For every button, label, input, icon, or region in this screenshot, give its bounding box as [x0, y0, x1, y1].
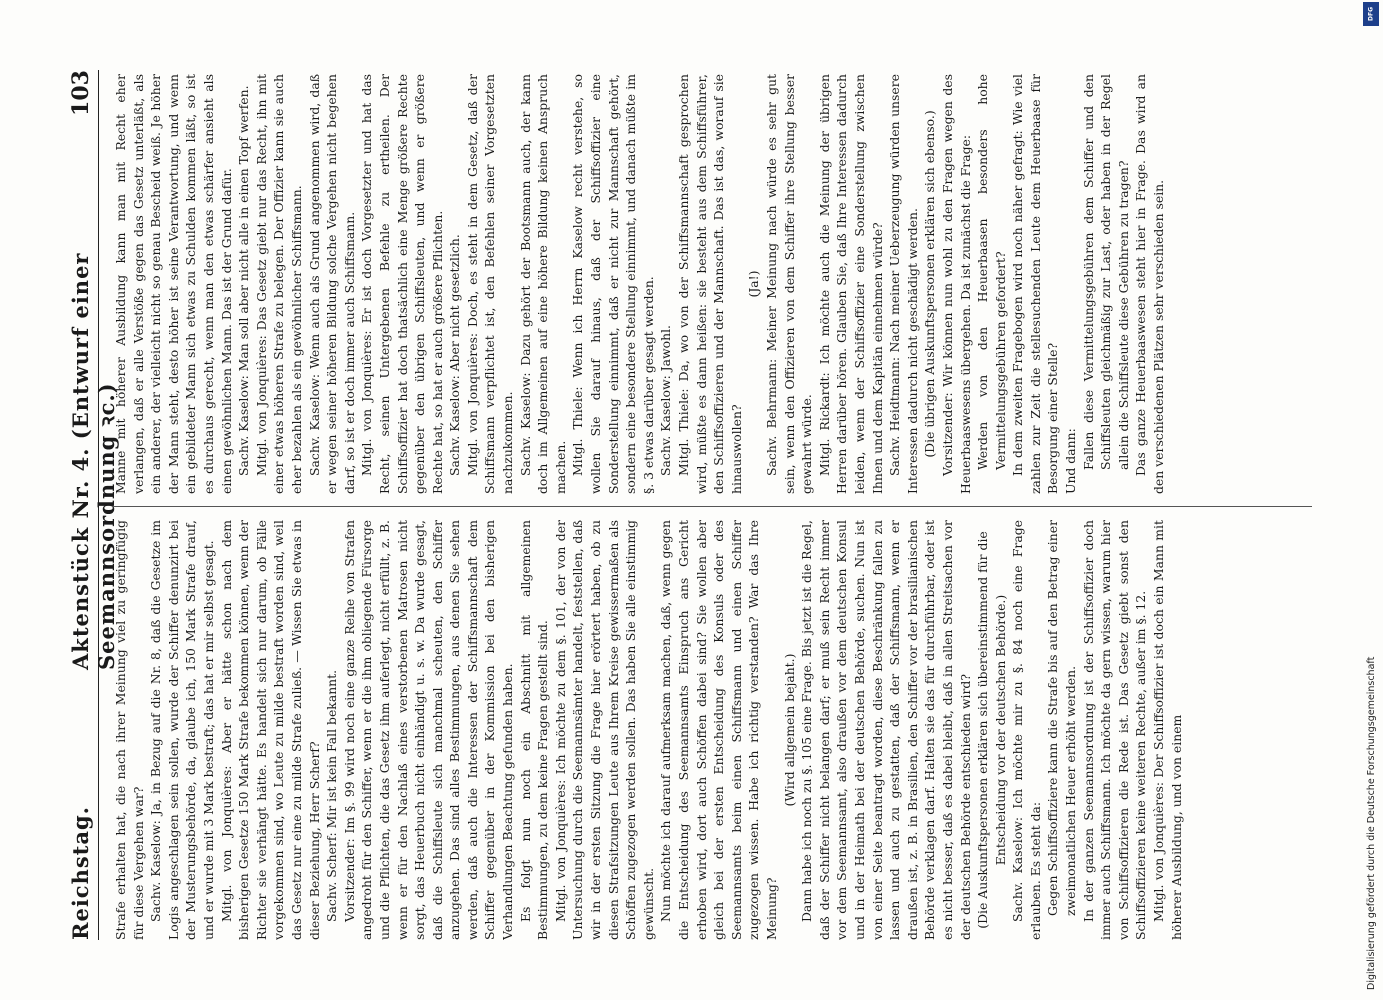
paragraph: (Wird allgemein bejaht.) — [781, 653, 797, 807]
paragraph: Sachv. Kaselow: Man soll aber nicht alle in einen Topf werfen. — [236, 85, 252, 476]
paragraph: Sachv. Scherf: Mir ist kein Fall bekannt. — [324, 669, 340, 922]
paragraph: Sachv. Kaselow: Ich möchte mir zu §. 84 noch eine Frage erlauben. Es steht da: — [1010, 520, 1043, 940]
paragraph: Vorsitzender: Wir können nun wohl zu den Fragen wegen des Heuerbaaswesens übergehen. Da ist zunächst die Frage: — [939, 74, 973, 494]
paragraph: Manne mit höherer Ausbildung kann man mit Recht eher verlangen, daß er alle Verstöße gegen das Gesetz unterläßt, als ein anderer, der vielleicht nicht so genau Bescheid weiß. Je höher der Mann steht, desto höher ist seine Verantwortung, und wenn ein gebildeter Mann sich etwas zu Schulden kommen läßt, so ist es durchaus gerecht, wenn man den etwas schärfer ansieht als einen gewöhnlichen Mann. Das ist der Grund dafür. — [113, 74, 234, 494]
paragraph: Und dann: — [1063, 428, 1079, 494]
paragraph: Mitgl. Thiele: Da, wo von der Schiffsmannschaft gesprochen wird, müßte es dann heißen: sie besteht aus dem Schiffsführer, den Schiffsoffizieren und der Mannschaft. Das ist das, worauf sie hinauswollen? — [676, 74, 744, 494]
paragraph: (Die übrigen Auskunftspersonen erklären sich ebenso.) — [922, 110, 938, 458]
paragraph: In dem zweiten Fragebogen wird noch näher gefragt: Wie viel zahlen zur Zeit die stellesuchenden Leute dem Heuerbaase für Besorgung einer Stelle? — [1010, 74, 1061, 494]
running-header — [64, 70, 119, 940]
digitization-credit: Digitalisierung gefördert durch die Deutsche Forschungsgemeinschaft — [1366, 656, 1377, 990]
text-column-right — [112, 74, 1312, 494]
paragraph: Sachv. Kaselow: Aber nicht gesetzlich. — [447, 234, 463, 476]
paragraph: Dann habe ich noch zu §. 105 eine Frage. Bis jetzt ist die Regel, daß der Schiffer nicht belangen darf; er muß sein Recht immer vor dem Seemannsamt, also draußen vor dem deutschen Konsul und in der Heimath bei der deutschen Behörde, suchen. Nun ist von einer Seite beantragt worden, diese Beschränkung fallen zu lassen und auch zu gestatten, daß der Schiffsmann, wenn er draußen ist, z. B. in Brasilien, den Schiffer vor der brasilianischen Behörde verklagen darf. Halten sie das für durchführbar, oder ist es nicht besser, daß es dabei bleibt, daß in allen Streitsachen vor der deutschen Behörde entschieden wird? — [799, 520, 973, 940]
column-divider — [112, 506, 1312, 507]
paragraph: Sachv. Kaselow: Wenn auch als Grund angenommen wird, daß er wegen seiner höheren Bildung solche Vergehen nicht begehen darf, so ist er doch immer auch Schiffsmann. — [306, 74, 357, 494]
paragraph: Mitgl. von Jonquières: Das Gesetz giebt nur das Recht, ihn mit einer etwas höheren Strafe zu belegen. Der Offizier kann sie auch eher bezahlen als ein gewöhnlicher Schiffsmann. — [253, 74, 304, 494]
header-title: Aktenstück Nr. 4. (Entwurf einer Seemannsordnung ꝛc.) — [68, 252, 119, 670]
paragraph: Sachv. Kaselow: Dazu gehört der Bootsmann auch, der kann doch im Allgemeinen auf eine höhere Bildung keinen Anspruch machen. — [517, 74, 568, 494]
paragraph: In der ganzen Seemannsordnung ist der Schiffsoffizier doch immer auch Schiffsmann. Ich möchte da gern wissen, warum hier von Schiffsoffizieren die Rede ist. Das Gesetz giebt sonst den Schiffsoffizieren keine weiteren Rechte, außer im §. 12. — [1080, 520, 1149, 940]
paragraph: Mitgl. von Jonquières: Doch, es steht in dem Gesetz, daß der Schiffsmann verpflichtet ist, den Befehlen seiner Vorgesetzten nachzukommen. — [464, 74, 516, 494]
paragraph: Mitgl. von Jonquières: Er ist doch Vorgesetzter und hat das Recht, seinen Untergebenen Befehle zu ertheilen. Der Schiffsoffizier hat doch thatsächlich eine Menge größere Rechte gegenüber den übrigen Schiffsleuten, und wenn er größere Rechte hat, so hat er auch größere Pflichten. — [359, 74, 445, 494]
paragraph: Es folgt nun noch ein Abschnitt mit allgemeinen Bestimmungen, zu dem keine Fragen gestellt sind. — [517, 520, 551, 940]
header-left: Reichstag. — [68, 806, 93, 940]
paragraph: Mitgl. Rickardt: Ich möchte auch die Meinung der übrigen Herren darüber hören. Glauben Sie, daß Ihre Interessen dadurch leiden, wenn der Schiffsoffizier eine Sonderstellung zwischen Ihnen und dem Kapitän einnehmen würde? — [816, 74, 885, 494]
text-column-left — [112, 520, 1312, 940]
paragraph: Vorsitzender: Im §. 99 wird noch eine ganze Reihe von Strafen angedroht für den Schiffer, wenn er die ihm obliegende Fürsorge und die Pflichten, die das Gesetz ihm auferlegt, nicht erfüllt, z. B. wenn er für den Nachlaß eines verstorbenen Matrosen nicht sorgt, das Heuerbuch nicht einhändigt u. s. w. Da wurde gesagt, daß die Schiffsleute sich manchmal scheuten, den Schiffer anzugehen. Das sind alles Bestimmungen, aus denen Sie sehen werden, daß auch die Interessen der Schiffsmannschaft dem Schiffer gegenüber in der Kommission bei den bisherigen Verhandlungen Beachtung gefunden haben. — [341, 520, 516, 940]
paragraph: Fallen diese Vermittelungsgebühren dem Schiffer und den Schiffsleuten gleichmäßig zur Last, oder haben in der Regel allein die Schiffsleute diese Gebühren zu tragen? — [1080, 74, 1131, 470]
paragraph: Sachv. Kaselow: Jawohl. — [658, 325, 674, 476]
paragraph: (Die Auskunftspersonen erklären sich übereinstimmend für die Entscheidung vor der deutschen Behörde.) — [975, 531, 1008, 929]
paragraph: Werden von den Heuerbaasen besonders hohe Vermittelungsgebühren gefordert? — [975, 74, 1008, 470]
paragraph: Nun möchte ich darauf aufmerksam machen, daß, wenn gegen die Entscheidung des Seemannsamts Einspruch ans Gericht erhoben wird, dort auch Schöffen dabei sind? Sie wollen aber gleich bei der ersten Entscheidung des Konsuls oder des Seemannsamts beim einen Schiffsmann und einen Schiffer zugezogen wissen. Habe ich richtig verstanden? War das Ihre Meinung? — [658, 520, 779, 940]
paragraph: Sachv. Kaselow: Ja, in Bezug auf die Nr. 8, daß die Gesetze im Logis angeschlagen sein sollen, wurde der Schiffer denunzirt bei der Musterungsbehörde, da, glaube ich, 150 Mark Strafe drauf, und er wurde mit 3 Mark bestraft; das hat er mir selbst gesagt. — [148, 520, 216, 940]
paragraph: Mitgl. von Jonquières: Aber er hätte schon nach dem bisherigen Gesetze 150 Mark Strafe bekommen können, wenn der Richter sie verhängt hätte. Es handelt sich nur darum, ob Fälle vorgekommen sind, wo Leute zu milde bestraft worden sind, weil das Gesetz nur eine zu milde Strafe zuließ. — Wissen Sie etwas in dieser Beziehung, Herr Scherf? — [218, 520, 322, 940]
paper-sheet — [64, 70, 1324, 940]
paragraph: Mitgl. von Jonquières: Ich möchte zu dem §. 101, der von der Untersuchung durch die Seemannsämter handelt, feststellen, daß wir in der ersten Sitzung die Frage hier erörtert haben, ob zu diesen Strafsitzungen Leute aus Ihrem Kreise gewissermaßen als Schöffen zugezogen werden sollen. Das haben Sie alle einstimmig gewünscht. — [552, 520, 656, 940]
paragraph: Sachv. Behrmann: Meiner Meinung nach würde es sehr gut sein, wenn den Offizieren von dem Schiffer ihre Stellung besser gewahrt würde. — [763, 74, 815, 494]
paragraph: Das ganze Heuerbaaswesen steht hier in Frage. Das wird an den verschiedenen Plätzen sehr verschieden sein. — [1133, 74, 1167, 494]
paragraph: Sachv. Heidtmann: Nach meiner Ueberzeugung würden unsere Interessen dadurch nicht geschädigt werden. — [887, 74, 920, 494]
paragraph: (Ja!) — [746, 270, 762, 298]
paragraph: Gegen Schiffsoffiziere kann die Strafe bis auf den Betrag einer zweimonatlichen Heuer erhöht werden. — [1045, 520, 1079, 916]
dfg-logo: DFG — [1363, 2, 1379, 26]
paragraph: Mitgl. Thiele: Wenn ich Herrn Kaselow recht verstehe, so wollen Sie darauf hinaus, daß der Schiffsoffizier eine Sonderstellung einnimmt, daß er nicht zur Mannschaft gehört, sondern eine besondere Stellung einnimmt, und danach müßte im §. 3 etwas darüber gesagt werden. — [570, 74, 656, 494]
page-number: 103 — [68, 70, 94, 116]
paragraph: Mitgl. von Jonquières: Der Schiffsoffizier ist doch ein Mann mit höherer Ausbildung, und von einem — [1151, 520, 1184, 940]
paragraph: Strafe erhalten hat, die nach ihrer Meinung viel zu geringfügig für diese Vergehen war? — [113, 520, 146, 940]
